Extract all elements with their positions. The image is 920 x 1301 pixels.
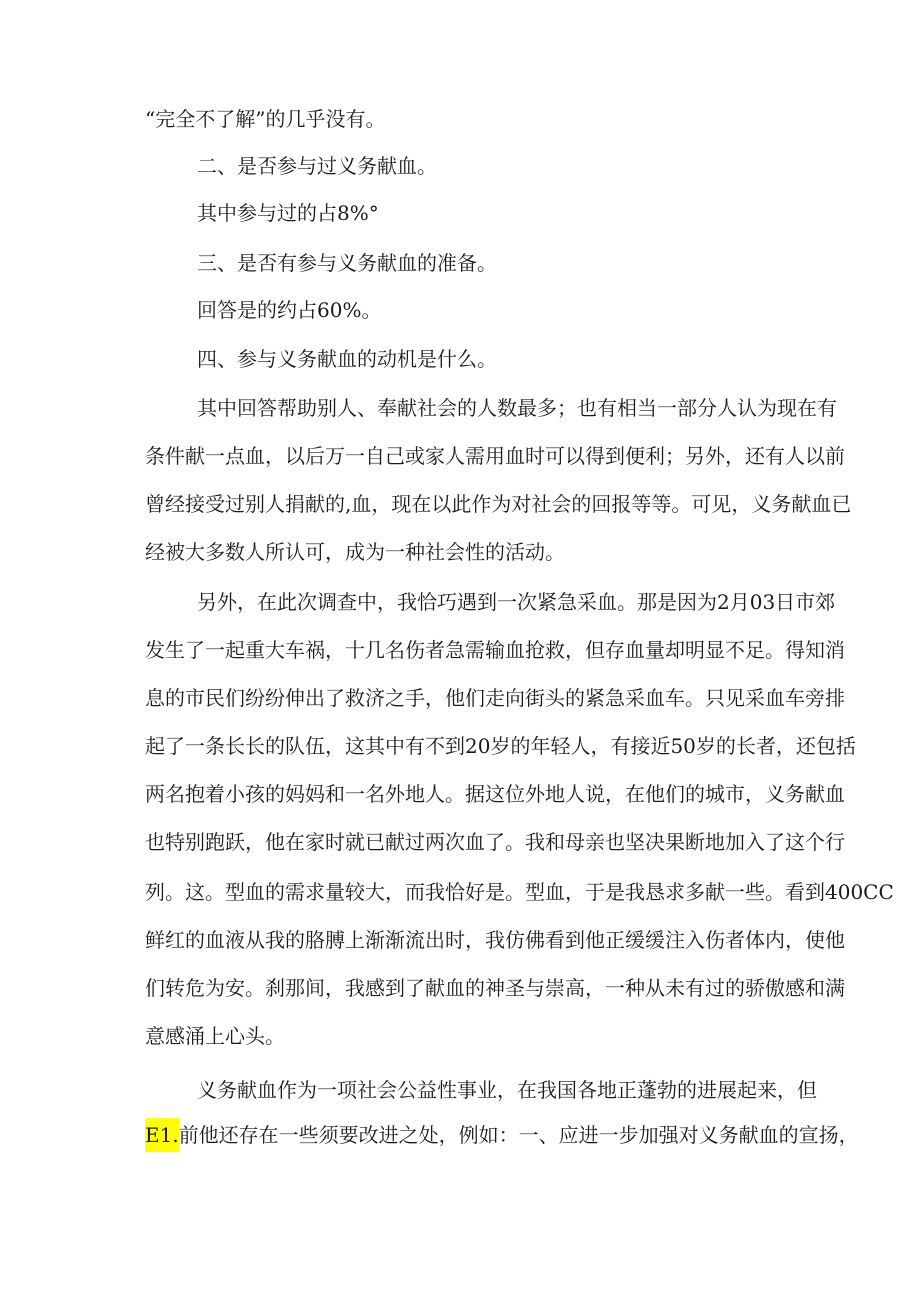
paragraph-line: “完全不了解”的几乎没有。 [145,107,386,131]
paragraph-line: 意感涌上心头。 [145,1024,285,1048]
paragraph-line: 义务献血作为一项社会公益性事业，在我国各地正蓬勃的进展起来，但 [197,1078,817,1102]
paragraph-line: 经被大多数人所认可，成为一种社会性的活动。 [145,540,565,564]
paragraph-line: 其中回答帮助别人、奉献社会的人数最多；也有相当一部分人认为现在有 [197,396,837,420]
section-heading-3: 三、是否有参与义务献血的准备。 [197,251,497,275]
paragraph-line: 其中参与过的占8%° [197,201,379,225]
paragraph-line: 条件献一点血，以后万一自己或家人需用血时可以得到便利；另外，还有人以前 [145,444,845,468]
paragraph-line: 发生了一起重大车祸，十几名伤者急需输血抢救，但存血量却明显不足。得知消 [145,638,845,662]
paragraph-line: 息的市民们纷纷伸出了救济之手，他们走向街头的紧急采血车。只见采血车旁排 [145,686,845,710]
section-heading-2: 二、是否参与过义务献血。 [197,154,437,178]
paragraph-line: 曾经接受过别人捐献的,血，现在以此作为对社会的回报等等。可见，义务献血已 [145,492,852,516]
paragraph-line: 另外，在此次调查中，我恰巧遇到一次紧急采血。那是因为2月03日市郊 [197,590,836,614]
paragraph-line: 也特别跑跃，他在家时就已献过两次血了。我和母亲也坚决果断地加入了这个行 [145,830,845,854]
paragraph-line-last [145,1118,859,1152]
highlighted-text: E1. [145,1118,179,1152]
paragraph-line: 起了一条长长的队伍，这其中有不到20岁的年轻人，有接近50岁的长者，还包括 [145,734,856,758]
paragraph-line: 列。这。型血的需求量较大，而我恰好是。型血，于是我恳求多献一些。看到400CC [145,880,894,904]
paragraph-line: 两名抱着小孩的妈妈和一名外地人。据这位外地人说，在他们的城市，义务献血 [145,782,845,806]
paragraph-text: 前他还存在一些须要改进之处，例如：一、应进一步加强对义务献血的宣扬， [178,1123,859,1147]
paragraph-line: 们转危为安。刹那间，我感到了献血的神圣与崇高，一种从未有过的骄傲感和满 [145,976,845,1000]
section-heading-4: 四、参与义务献血的动机是什么。 [197,347,497,371]
paragraph-line: 回答是的约占60%。 [197,298,382,322]
paragraph-line: 鲜红的血液从我的胳膊上渐渐流出时，我仿佛看到他正缓缓注入伤者体内，使他 [145,928,845,952]
